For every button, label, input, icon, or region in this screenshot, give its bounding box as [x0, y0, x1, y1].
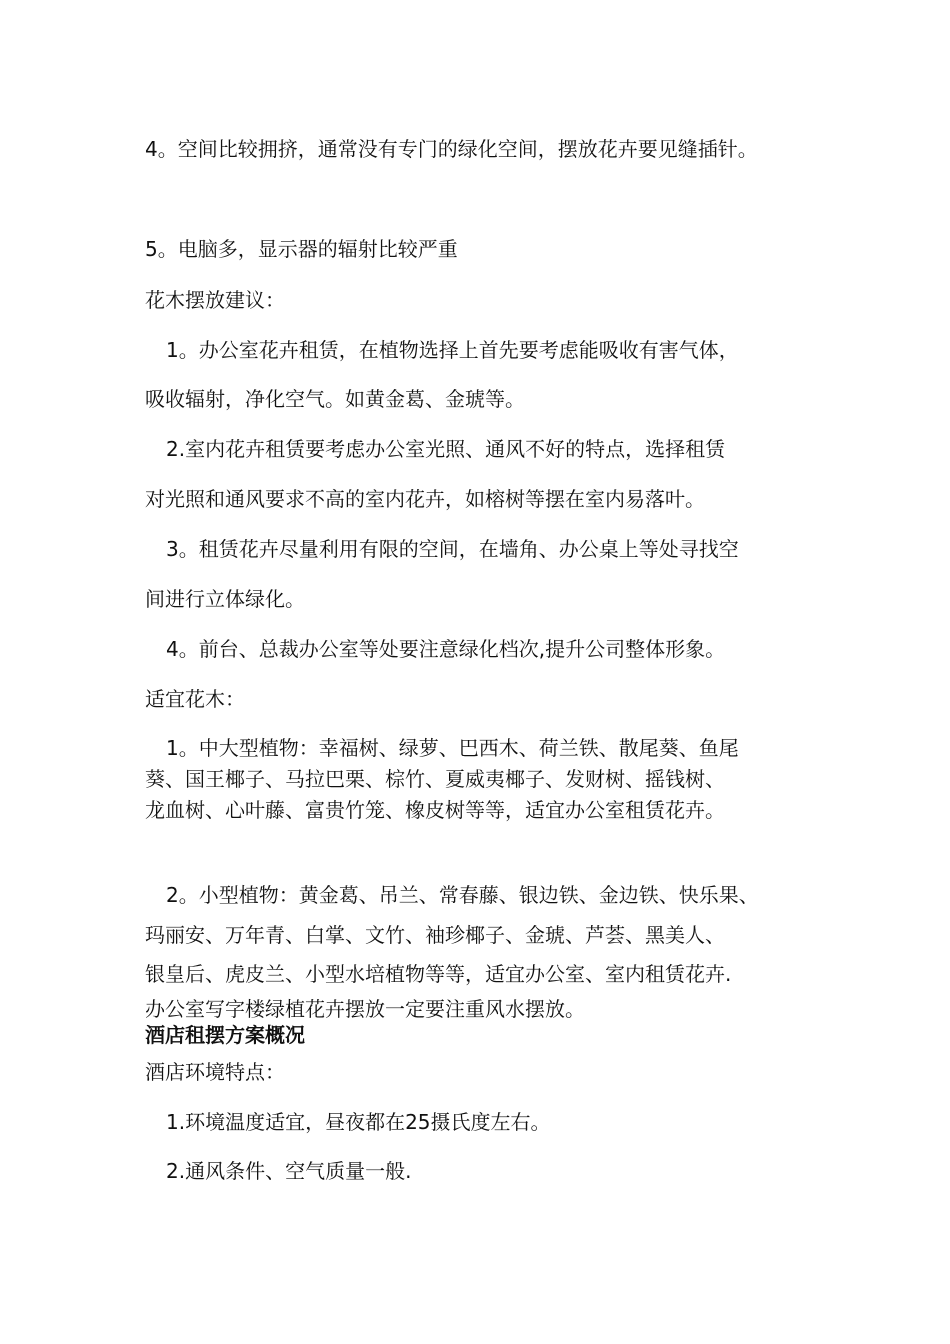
paragraph-line: 2.通风条件、空气质量一般. [166, 1159, 412, 1183]
paragraph-line: 葵、国王椰子、马拉巴栗、棕竹、夏威夷椰子、发财树、摇钱树、 [145, 767, 725, 791]
paragraph-line: 间进行立体绿化。 [145, 587, 305, 611]
paragraph-line: 3。租赁花卉尽量利用有限的空间，在墙角、办公桌上等处寻找空 [166, 537, 739, 561]
paragraph-line: 4。空间比较拥挤，通常没有专门的绿化空间，摆放花卉要见缝插针。 [145, 137, 758, 161]
section-heading: 适宜花木： [145, 687, 245, 711]
paragraph-line: 玛丽安、万年青、白掌、文竹、袖珍椰子、金琥、芦荟、黑美人、 [145, 923, 725, 947]
paragraph-line: 2。小型植物：黄金葛、吊兰、常春藤、银边铁、金边铁、快乐果、 [166, 883, 759, 907]
paragraph-line: 5。电脑多，显示器的辐射比较严重 [145, 237, 458, 261]
paragraph-line: 银皇后、虎皮兰、小型水培植物等等，适宜办公室、室内租赁花卉. [145, 962, 732, 986]
paragraph-line: 1。办公室花卉租赁，在植物选择上首先要考虑能吸收有害气体， [166, 338, 739, 362]
paragraph-line: 4。前台、总裁办公室等处要注意绿化档次,提升公司整体形象。 [166, 637, 726, 661]
paragraph-line: 1。中大型植物：幸福树、绿萝、巴西木、荷兰铁、散尾葵、鱼尾 [166, 736, 739, 760]
paragraph-line: 1.环境温度适宜，昼夜都在25摄氏度左右。 [166, 1110, 551, 1134]
section-title: 酒店租摆方案概况 [145, 1023, 305, 1047]
paragraph-line: 对光照和通风要求不高的室内花卉，如榕树等摆在室内易落叶。 [145, 487, 705, 511]
section-heading: 花木摆放建议： [145, 288, 285, 312]
paragraph-line: 龙血树、心叶藤、富贵竹笼、橡皮树等等，适宜办公室租赁花卉。 [145, 798, 725, 822]
section-heading: 酒店环境特点： [145, 1060, 285, 1084]
paragraph-line: 2.室内花卉租赁要考虑办公室光照、通风不好的特点，选择租赁 [166, 437, 726, 461]
paragraph-line: 办公室写字楼绿植花卉摆放一定要注重风水摆放。 [145, 997, 585, 1021]
paragraph-line: 吸收辐射，净化空气。如黄金葛、金琥等。 [145, 387, 525, 411]
